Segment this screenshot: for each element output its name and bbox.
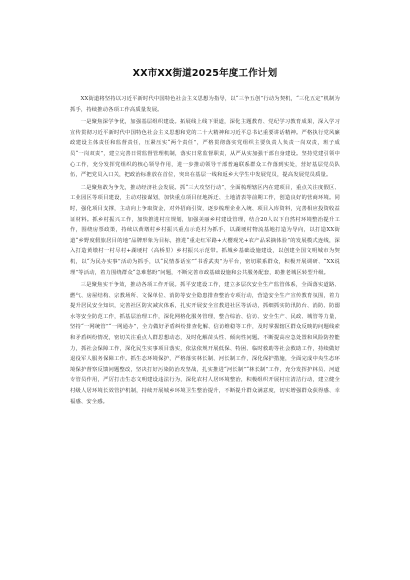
- paragraph-intro: XX街道将坚持以习近平新时代中国特色社会主义思想为指导，以“三争五创”行动为契机，“三化五定”机制为抓手，持续推动各项工作高质量发展。: [70, 96, 340, 113]
- paragraph-party-building: 一是聚焦深学争优，加强基层组织建设。拓展线上线下渠道，深化主题教育、党纪学习教育成果，深入学习宣传贯彻习近平新时代中国特色社会主义思想和党的二十大精神和习近平总书记重要讲话精神。严格执行党风廉政建设主体责任和监督责任，压紧压实“两个责任”，严格贯彻落实党组织主要负责人负责一岗双责，班子成员“一岗双责”，建立完善日常监督管理机制，落实日常监督职责，从严从实加强干部自身建设。坚持党建引领中心工作，充分发挥党组织的核心领导作用，进一步推动领导干部普遍联系群众工作落到实处，营好基层党员队伍，严把党员入口关，把政治标准放在首位，突出在基层一线和返乡大学生中发展党员，提高发展党员质量。: [70, 119, 340, 179]
- paragraph-work-implementation: 三是聚焦实干争效，推动各项工作开展。抓平安建设工作，建立多层次安全生产监管体系，全面落实道路、燃气、房屋结构、宗教场所、文保单位、消防等安全隐患排查整治专项行动，营造安全生产宣传教育氛围，着力提升居民安全知识，完善社区防灾减灾体系，扎实开展安全宣教进社区等活动，抓细抓实防汛防台、消防、防溺水等安全防范工作，抓基层治理工作，深化网格化服务管理，整合综治、信访、安全生产、民政、城管等力量，坚持“一网统管”“一网通办”，全力做好矛盾纠纷排查化解、信访维稳等工作，及时掌握辖区群众反映的问题线索和矛盾纠纷情况，密切关注重点人群思想动态，及时化解苗头性、倾向性问题。不断提高应急处置和风险防控能力，抓社会保障工作，深化民生实事项目落实，依法依规开展低保、特困、临时救助等社会救助工作，持续做好退役军人服务保障工作。抓生态环境保护，严格落实林长制、河长制工作，深化保护措施，全面完成中央生态环境保护督察反馈问题整改，坚决打好污染防治攻坚战，扎实推进“河长制”“林长制”工作，充分发挥护林员、河道专管员作用，严厉打击生态文明建设违法行为，深化农村人居环境整治，积极组织开展村庄清洁行动，建立健全村级人居环境长效管护机制，持续开展城乡环境卫生整治提升，不断提升群众满意度，切实增强群众获得感、幸福感、安全感。: [70, 282, 340, 405]
- paragraph-economic-development: 二是聚焦敢为争先，推动经济社会发展。抓“三大攻坚行动”，全面梳理辖区内在建项目，重点关注度假区、工业园区等项目建设，主动对接谋划，加快重点项目征地拆迁、土地清表等前期工作，创造良好的营商环境。同时，强化项目支撑，主动向上争取资金，对外招商引资，逐步梳理企业入统、项目入库资料，完善相应投资收益证材料。抓乡村振兴工作，加快推进村庄规划，加强美丽乡村建设管理，结合20人以下自然村环境整治提升工作，围绕房票政策，持续以黄墩村乡村振兴重点示范村为抓手，以湖埂村物流基地打造为导向，以打造XX街道“乡野度假旅居目的地”品牌形象为目标，推进“重走红军路+大樱观光+农产品采摘体验”的发展模式连线，深入打造黄墩村一村尽村+湖埂村（高桥里）乡村振兴示范带。抓城乡基础设施建设，以创建全国文明城市为契机，以“为民办实事”活动为抓手，以“民情茶话室”“书香武夷”为平台，密切联系群众，积极开展调研、“XX说理”等活动，着力围绕群众“急难愁盼”问题，不断完善市政基础设施和公共服务配套，助推老城区转型升级。: [70, 184, 340, 276]
- document-title: XX市XX街道2025年度工作计划: [132, 68, 278, 79]
